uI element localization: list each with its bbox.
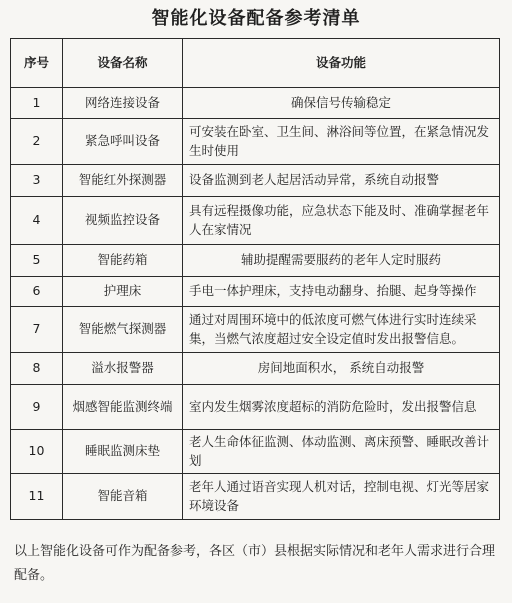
table-row: [11, 307, 500, 353]
row-number: 6: [11, 277, 63, 307]
device-function: 可安装在卧室、卫生间、淋浴间等位置，在紧急情况发生时使用: [183, 119, 500, 165]
row-number: 7: [11, 307, 63, 353]
table-row: [11, 277, 500, 307]
row-number: 9: [11, 385, 63, 430]
device-name: 智能音箱: [63, 474, 183, 520]
table-row: [11, 430, 500, 474]
table-row: [11, 353, 500, 385]
device-name: 护理床: [63, 277, 183, 307]
table-row: [11, 88, 500, 119]
table-row: [11, 245, 500, 277]
row-number: 10: [11, 430, 63, 474]
device-name: 紧急呼叫设备: [63, 119, 183, 165]
device-function: 确保信号传输稳定: [183, 88, 500, 119]
device-name: 溢水报警器: [63, 353, 183, 385]
device-name: 智能燃气探测器: [63, 307, 183, 353]
device-function: 老年人通过语音实现人机对话，控制电视、灯光等居家环境设备: [183, 474, 500, 520]
table-row: [11, 474, 500, 520]
device-function: 老人生命体征监测、体动监测、离床预警、睡眠改善计划: [183, 430, 500, 474]
row-number: 4: [11, 197, 63, 245]
device-function: 室内发生烟雾浓度超标的消防危险时，发出报警信息: [183, 385, 500, 430]
device-name: 烟感智能监测终端: [63, 385, 183, 430]
device-function: 手电一体护理床，支持电动翻身、抬腿、起身等操作: [183, 277, 500, 307]
row-number: 3: [11, 165, 63, 197]
table-row: [11, 119, 500, 165]
table-row: [11, 197, 500, 245]
device-function: 通过对周围环境中的低浓度可燃气体进行实时连续采集，当燃气浓度超过安全设定值时发出报警信息。: [183, 307, 500, 353]
row-number: 8: [11, 353, 63, 385]
footnote: 以上智能化设备可作为配备参考，各区（市）县根据实际情况和老年人需求进行合理配备。: [14, 544, 496, 583]
header-serial-number: 序号: [11, 39, 63, 88]
device-name: 视频监控设备: [63, 197, 183, 245]
row-number: 2: [11, 119, 63, 165]
equipment-table: [10, 38, 500, 520]
row-number: 11: [11, 474, 63, 520]
table-row: [11, 385, 500, 430]
device-function: 设备监测到老人起居活动异常，系统自动报警: [183, 165, 500, 197]
table-row: [11, 165, 500, 197]
device-name: 智能药箱: [63, 245, 183, 277]
device-name: 网络连接设备: [63, 88, 183, 119]
page-title: 智能化设备配备参考清单: [151, 8, 361, 29]
device-name: 睡眠监测床垫: [63, 430, 183, 474]
device-function: 具有远程摄像功能，应急状态下能及时、准确掌握老年人在家情况: [183, 197, 500, 245]
device-name: 智能红外探测器: [63, 165, 183, 197]
header-device-name: 设备名称: [63, 39, 183, 88]
device-function: 辅助提醒需要服药的老年人定时服药: [183, 245, 500, 277]
table-header-row: [11, 39, 500, 88]
device-function: 房间地面积水， 系统自动报警: [183, 353, 500, 385]
row-number: 5: [11, 245, 63, 277]
row-number: 1: [11, 88, 63, 119]
header-device-function: 设备功能: [183, 39, 500, 88]
